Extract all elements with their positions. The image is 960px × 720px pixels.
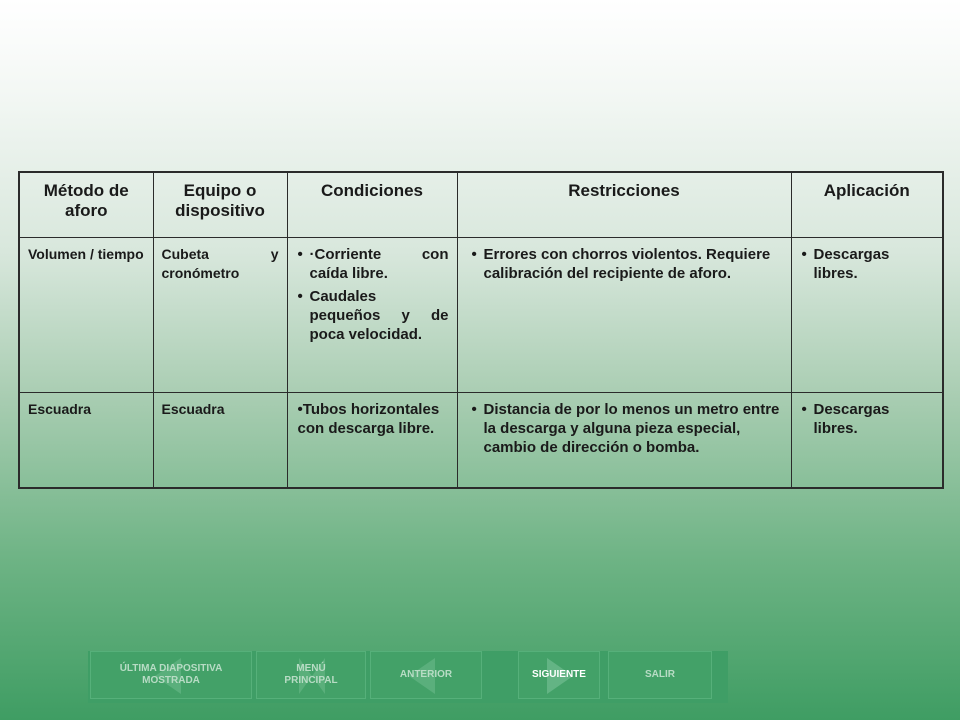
exit-button[interactable]: SALIR [608, 651, 712, 699]
equipment-cell: Cubeta y cronómetro [153, 238, 287, 393]
header-restrictions: Restricciones [457, 172, 791, 238]
application-cell [791, 238, 943, 393]
restrictions-cell [457, 393, 791, 489]
last-slide-button[interactable]: ÚLTIMA DIAPOSITIVA MOSTRADA [90, 651, 252, 699]
previous-button[interactable]: ANTERIOR [370, 651, 482, 699]
restrictions-cell [457, 238, 791, 393]
list-item: • Caudales pequeños y de poca velocidad. [310, 287, 449, 344]
table-row [19, 238, 943, 393]
conditions-cell [287, 393, 457, 489]
header-application: Aplicación [791, 172, 943, 238]
list-item: •Tubos horizontales con descarga libre. [297, 401, 440, 437]
list-item: • Errores con chorros violentos. Requiere calibración del recipiente de aforo. [484, 245, 783, 283]
header-method: Método de aforo [19, 172, 153, 238]
header-equipment: Equipo o dispositivo [153, 172, 287, 238]
list-item: • Descargas libres. [814, 400, 935, 438]
header-conditions: Condiciones [287, 172, 457, 238]
conditions-cell [287, 238, 457, 393]
table-header-row [19, 172, 943, 238]
equipment-cell: Escuadra [153, 393, 287, 489]
list-item: • Distancia de por lo menos un metro entre la descarga y alguna pieza especial, cambio de dirección o bomba. [484, 400, 783, 457]
table-row [19, 393, 943, 489]
list-item: • ·Corriente con caída libre. [310, 245, 449, 283]
main-menu-button[interactable]: MENÚ PRINCIPAL [256, 651, 366, 699]
navigation-bar [88, 651, 728, 703]
method-cell: Volumen / tiempo [19, 238, 153, 393]
aforo-methods-table [18, 171, 944, 489]
list-item: • Descargas libres. [814, 245, 935, 283]
method-cell: Escuadra [19, 393, 153, 489]
application-cell [791, 393, 943, 489]
next-button[interactable]: SIGUIENTE [518, 651, 600, 699]
